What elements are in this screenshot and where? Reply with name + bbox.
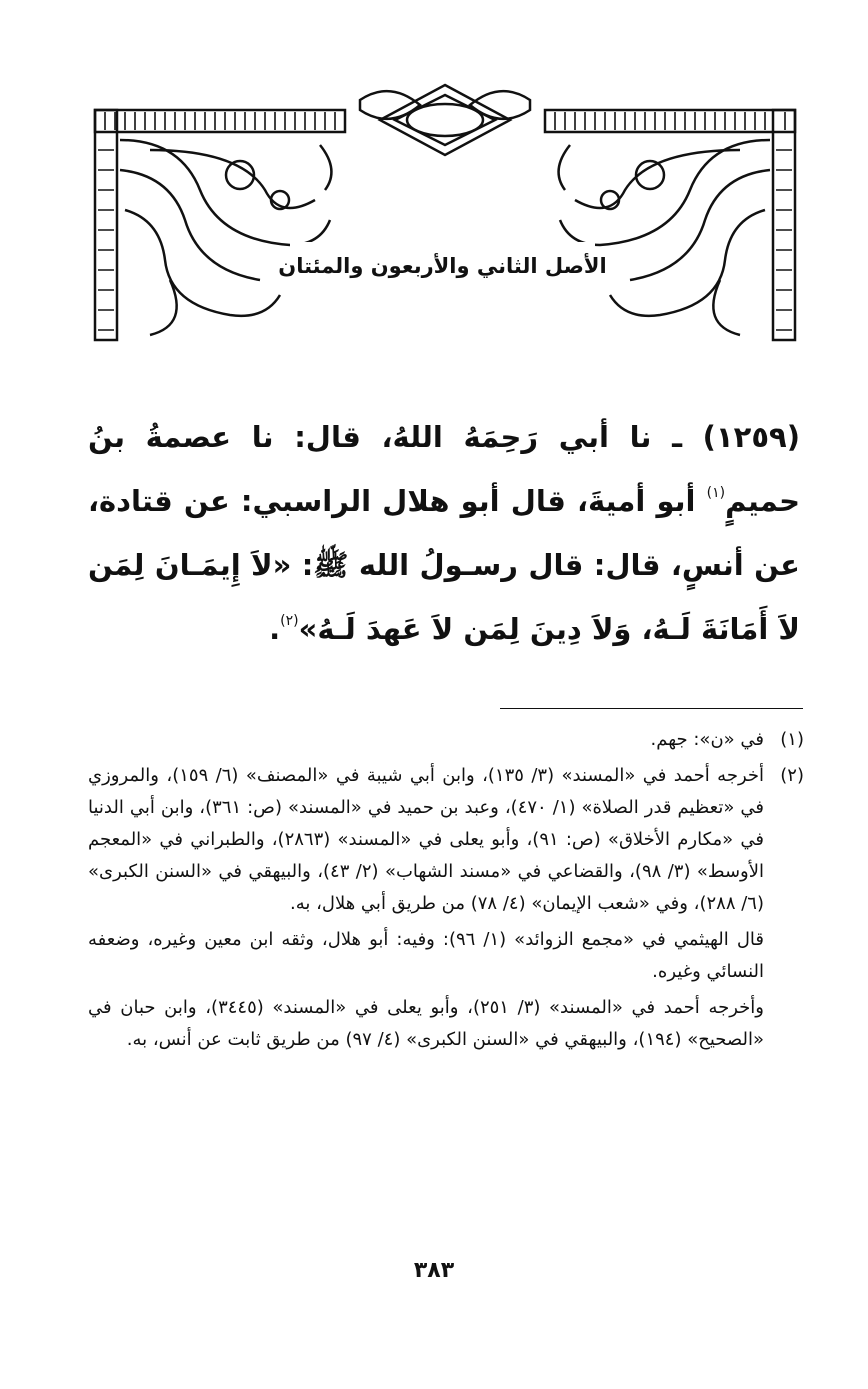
footnote-paragraph: وأخرجه أحمد في «المسند» (٣/ ٢٥١)، وأبو يعلى في «المسند» (٣٤٤٥)، وابن حبان في «الصحيح» (١٩٤)، والبيهقي في «السنن الكبرى» (٤/ ٩٧) من طريق ثابت عن أنس، به. bbox=[88, 997, 764, 1050]
page-number: ٣٨٣ bbox=[413, 1258, 455, 1283]
footnote-text: في «ن»: جهم. bbox=[650, 729, 764, 750]
chapter-header-ornament bbox=[90, 80, 800, 345]
footnote-item bbox=[88, 760, 804, 920]
footnotes bbox=[88, 724, 804, 1056]
hadith-text bbox=[88, 405, 800, 661]
footnote-ref-1[interactable]: (١) bbox=[706, 485, 726, 501]
footnote-ref-2[interactable]: (٢) bbox=[280, 613, 299, 629]
hadith-text-part-1: ـ نا أبي رَحِمَهُ اللهُ، قال: نا عصمةُ بنُ حميمٍ bbox=[88, 420, 800, 518]
footnote-separator bbox=[500, 708, 803, 709]
chapter-title: الأصل الثاني والأربعون والمئتان bbox=[290, 242, 595, 290]
footnote-text: أخرجه أحمد في «المسند» (٣/ ١٣٥)، وابن أبي شيبة في «المصنف» (٦/ ١٥٩)، والمروزي في «تعظيم قدر الصلاة» (١/ ٤٧٠)، وعبد بن حميد في «المسند» (ص: ٣٦١)، وابن أبي الدنيا في «مكارم الأخلاق» (ص: ٩١)، وأبو يعلى في «المسند» (٢٨٦٣)، والطبراني في «المعجم الأوسط» (٣/ ٩٨)، والقضاعي في «مسند الشهاب» (٢/ ٤٣)، والبيهقي في «السنن الكبرى» (٦/ ٢٨٨)، وفي «شعب الإيمان» (٤/ ٧٨) من طريق أبي هلال، به. bbox=[88, 765, 764, 914]
footnote-paragraph: قال الهيثمي في «مجمع الزوائد» (١/ ٩٦): وفيه: أبو هلال، وثقه ابن معين وغيره، وضعفه النسائي وغيره. bbox=[88, 929, 764, 982]
hadith-text-part-2: أبو أميةَ، قال أبو هلال الراسبي: عن قتادة، عن أنسٍ، قال: قال رسـولُ الله ﷺ: «لاَ إِيمَـانَ لِمَن لاَ أَمَانَةَ لَـهُ، وَلاَ دِينَ لِمَن لاَ عَهدَ لَـهُ» bbox=[88, 484, 800, 646]
footnote-mark: (٢) bbox=[780, 765, 804, 786]
hadith-text-end: . bbox=[269, 612, 281, 646]
footnote-item bbox=[88, 724, 804, 756]
hadith-number: (١٢٥٩) bbox=[702, 420, 800, 454]
footnote-mark: (١) bbox=[780, 729, 804, 750]
